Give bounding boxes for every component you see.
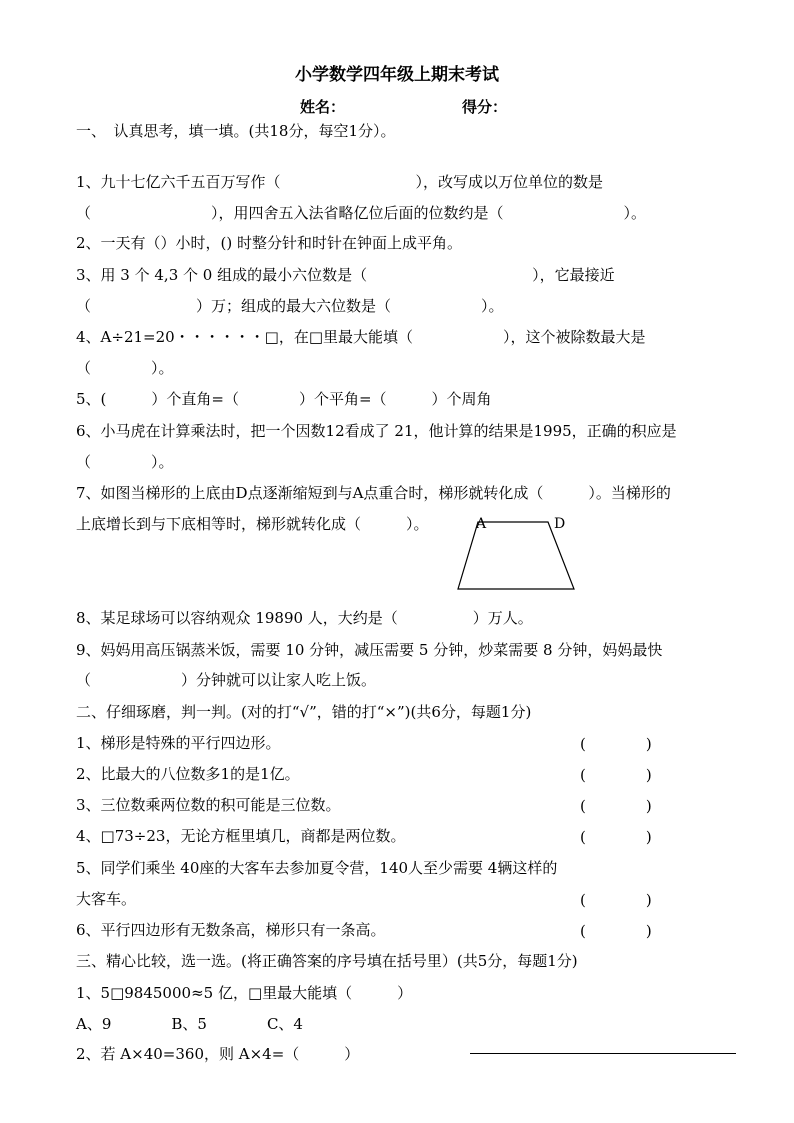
question-4-line-2: （ ）。 bbox=[76, 359, 174, 377]
judge-item-6: 6、平行四边形有无数条高，梯形只有一条高。 bbox=[76, 921, 386, 939]
choice-question-1: 1、5□9845000≈5 亿，□里最大能填（ ） bbox=[76, 984, 413, 1002]
judge-item-5-line-2: 大客车。 bbox=[76, 890, 137, 908]
judge-item-4: 4、□73÷23，无论方框里填几，商都是两位数。 bbox=[76, 827, 406, 845]
question-3-line-1: 3、用 3 个 4,3 个 0 组成的最小六位数是（ ），它最接近 bbox=[76, 266, 615, 284]
question-6-line-2: （ ）。 bbox=[76, 453, 174, 471]
section-1-heading: 一、 认真思考，填一填。(共18分，每空1分）。 bbox=[76, 122, 396, 140]
name-label: 姓名： bbox=[300, 98, 346, 116]
judge-item-3: 3、三位数乘两位数的积可能是三位数。 bbox=[76, 796, 341, 814]
question-7-line-2: 上底增长到与下底相等时，梯形就转化成（ ）。 bbox=[76, 515, 429, 533]
question-9-line-2: （ ）分钟就可以让家人吃上饭。 bbox=[76, 671, 377, 689]
judge-answer-2: ( ) bbox=[580, 766, 652, 784]
question-2: 2、一天有（）小时，() 时整分针和时针在钟面上成平角。 bbox=[76, 234, 463, 252]
question-1-line-2: （ ），用四舍五入法省略亿位后面的位数约是（ ）。 bbox=[76, 204, 647, 222]
judge-answer-4: ( ) bbox=[580, 828, 652, 846]
section-3-heading: 三、精心比较，选一选。(将正确答案的序号填在括号里）(共5分，每题1分) bbox=[76, 952, 578, 970]
judge-answer-1: ( ) bbox=[580, 735, 652, 753]
page-title: 小学数学四年级上期末考试 bbox=[295, 65, 499, 85]
choice-question-1-options: A、9 B、5 C、4 bbox=[76, 1015, 303, 1033]
question-5: 5、( ）个直角=（ ）个平角=（ ）个周角 bbox=[76, 390, 492, 408]
trapezoid-figure bbox=[450, 512, 590, 596]
score-label: 得分： bbox=[462, 98, 508, 116]
question-8: 8、某足球场可以容纳观众 19890 人，大约是（ ）万人。 bbox=[76, 609, 533, 627]
choice-question-2: 2、若 A×40=360，则 A×4=（ ） bbox=[76, 1045, 360, 1063]
judge-item-5-line-1: 5、同学们乘坐 40座的大客车去参加夏令营，140人至少需要 4辆这样的 bbox=[76, 859, 558, 877]
footer-rule bbox=[470, 1053, 736, 1054]
question-7-line-1: 7、如图当梯形的上底由D点逐渐缩短到与A点重合时，梯形就转化成（ ）。当梯形的 bbox=[76, 484, 671, 502]
judge-item-1: 1、梯形是特殊的平行四边形。 bbox=[76, 734, 281, 752]
point-a-label: A bbox=[476, 516, 487, 532]
judge-answer-3: ( ) bbox=[580, 797, 652, 815]
question-4-line-1: 4、A÷21=20・・・・・・□，在□里最大能填（ ），这个被除数最大是 bbox=[76, 328, 646, 346]
trapezoid-shape bbox=[458, 522, 574, 589]
point-d-label: D bbox=[554, 516, 566, 532]
question-9-line-1: 9、妈妈用高压锅蒸米饭，需要 10 分钟，减压需要 5 分钟，炒菜需要 8 分钟，妈妈最快 bbox=[76, 641, 663, 659]
judge-answer-6: ( ) bbox=[580, 922, 652, 940]
section-2-heading: 二、仔细琢磨，判一判。(对的打“√”，错的打“×”)(共6分，每题1分) bbox=[76, 703, 532, 721]
question-6-line-1: 6、小马虎在计算乘法时，把一个因数12看成了 21，他计算的结果是1995，正确的积应是 bbox=[76, 422, 677, 440]
judge-answer-5: ( ) bbox=[580, 891, 652, 909]
question-1-line-1: 1、九十七亿六千五百万写作（ ），改写成以万位单位的数是 bbox=[76, 173, 604, 191]
judge-item-2: 2、比最大的八位数多1的是1亿。 bbox=[76, 765, 300, 783]
question-3-line-2: （ ）万；组成的最大六位数是（ ）。 bbox=[76, 297, 504, 315]
